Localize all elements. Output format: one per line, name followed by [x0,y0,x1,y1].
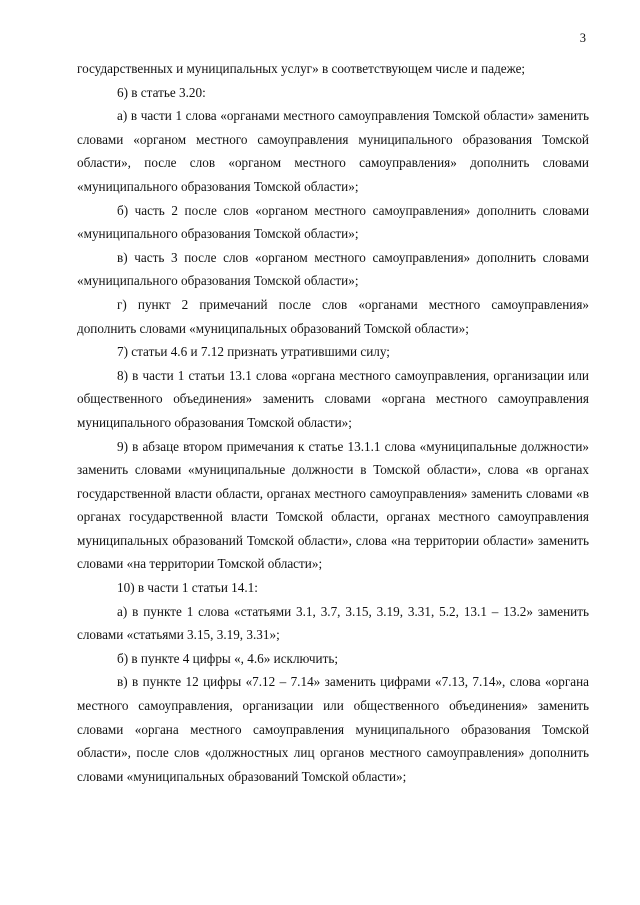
paragraph-3: а) в части 1 слова «органами местного самоуправления Томской области» заменить словами «органом местного самоуправления муниципального образования Томской области», после слов «органом местного самоуправления» дополнить словами «муниципального образования Томской области»; [77,108,589,194]
paragraph-4: б) часть 2 после слов «органом местного самоуправления» дополнить словами «муниципального образования Томской области»; [77,202,589,242]
paragraph-13: в) в пункте 12 цифры «7.12 – 7.14» заменить цифрами «7.13, 7.14», слова «органа местного самоуправления, организации или общественного объединения» заменить словами «органа местного самоуправления муниципального образования Томской области», после слов «должностных лиц органов местного самоуправления» дополнить словами «муниципальных образований Томской области»; [77,674,589,784]
paragraph-2: 6) в статье 3.20: [117,84,206,100]
paragraph-10: 10) в части 1 статьи 14.1: [117,580,258,596]
paragraph-12: б) в пункте 4 цифры «, 4.6» исключить; [117,650,339,666]
paragraph-11: а) в пункте 1 слова «статьями 3.1, 3.7, 3.15, 3.19, 3.31, 5.2, 13.1 – 13.2» заменить словами «статьями 3.15, 3.19, 3.31»; [77,603,589,643]
paragraph-9: 9) в абзаце втором примечания к статье 13.1.1 слова «муниципальные должности» заменить словами «муниципальные должности в Томской области», слова «в органах государственной власти области, органах местного самоуправления» заменить словами «в органах государственной власти Томской области, органах местного самоуправления муниципальных образований Томской области», слова «на территории области» заменить словами «на территории Томской области»; [77,438,589,572]
paragraph-5: в) часть 3 после слов «органом местного самоуправления» дополнить словами «муниципального образования Томской области»; [77,249,589,289]
paragraph-1: государственных и муниципальных услуг» в соответствующем числе и падеже; [77,61,526,76]
paragraph-7: 7) статьи 4.6 и 7.12 признать утратившими силу; [117,344,390,360]
document-body [77,57,589,788]
paragraph-8: 8) в части 1 статьи 13.1 слова «органа местного самоуправления, организации или общественного объединения» заменить словами «органа местного самоуправления муниципального образования Томской области»; [77,367,589,430]
page-number: 3 [579,31,586,45]
paragraph-6: г) пункт 2 примечаний после слов «органами местного самоуправления» дополнить словами «муниципальных образований Томской области»; [77,296,589,336]
